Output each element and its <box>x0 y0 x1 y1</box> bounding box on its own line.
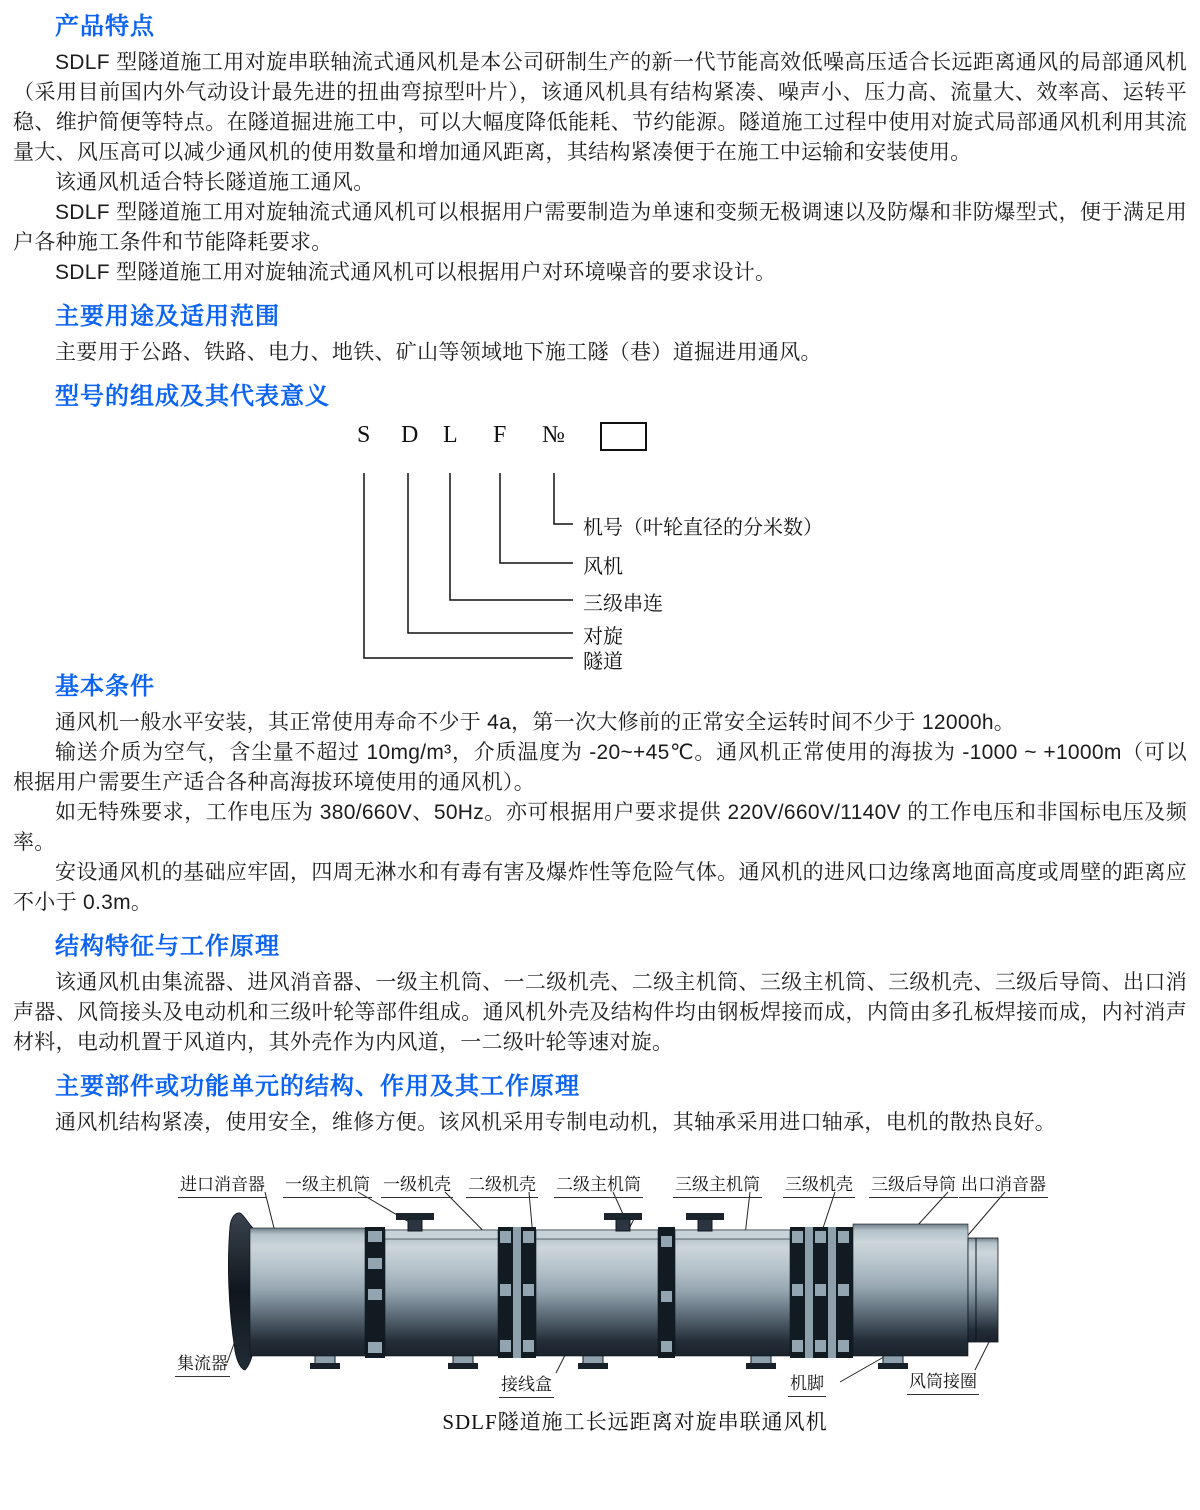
model-letter-l: L <box>443 422 458 448</box>
model-letter-f: F <box>493 422 507 448</box>
paragraph: 安设通风机的基础应牢固，四周无淋水和有毒有害及爆炸性等危险气体。通风机的进风口边缘离地面高度或周壁的距离应不小于 0.3m。 <box>13 861 1187 914</box>
model-label-tunnel: 隧道 <box>583 651 623 673</box>
paragraph: 该通风机适合特长隧道施工通风。 <box>55 171 375 194</box>
bell-mouth <box>228 1213 253 1370</box>
label-stage2-main-cylinder: 二级主机筒 <box>554 1170 643 1198</box>
heading-main-parts: 主要部件或功能单元的结构、作用及其工作原理 <box>55 1073 580 1100</box>
label-junction-box: 接线盒 <box>499 1370 554 1398</box>
label-stage1-casing: 一级机壳 <box>381 1170 453 1198</box>
heading-model-composition: 型号的组成及其代表意义 <box>55 383 330 410</box>
label-stage3-casing: 三级机壳 <box>783 1170 855 1198</box>
flange-ring-1 <box>365 1227 385 1358</box>
paragraph: 该通风机由集流器、进风消音器、一级主机筒、一二级机壳、二级主机筒、三级主机筒、三级机壳、三级后导筒、出口消声器、风筒接头及电动机和三级叶轮等部件组成。通风机外壳及结构件均由钢板焊接而成，内筒由多孔板焊接而成，内衬消声材料，电动机置于风道内，其外壳作为内风道，一二级叶轮等速对旋。 <box>13 971 1187 1054</box>
model-designation-diagram <box>13 418 1187 673</box>
fan-assembly-illustration <box>13 1156 1187 1461</box>
stage3-casing-rings <box>790 1227 853 1358</box>
paragraph: SDLF 型隧道施工用对旋轴流式通风机可以根据用户需要制造为单速和变频无极调速以及防爆和非防爆型式，便于满足用户各种施工条件和节能降耗要求。 <box>13 201 1187 254</box>
stage1-2-casing-rings <box>498 1227 536 1358</box>
label-stage3-main-cylinder: 三级主机筒 <box>673 1170 762 1198</box>
paragraph: 如无特殊要求，工作电压为 380/660V、50Hz。亦可根据用户要求提供 220V/660V/1140V 的工作电压和非国标电压及频率。 <box>13 801 1187 854</box>
label-outlet-silencer: 出口消音器 <box>959 1170 1048 1198</box>
inlet-silencer-cylinder <box>250 1228 365 1356</box>
label-inlet-silencer: 进口消音器 <box>178 1170 267 1198</box>
stage3-main-cylinder <box>675 1230 790 1356</box>
label-stage3-rear-guide: 三级后导筒 <box>869 1170 958 1198</box>
heading-structure-principle: 结构特征与工作原理 <box>55 933 280 960</box>
outlet-silencer-cylinder <box>853 1224 968 1356</box>
label-collector: 集流器 <box>175 1349 230 1377</box>
flange-ring-3 <box>658 1227 675 1358</box>
paragraph: SDLF 型隧道施工用对旋轴流式通风机可以根据用户对环境噪音的要求设计。 <box>55 261 777 284</box>
paragraph: SDLF 型隧道施工用对旋串联轴流式通风机是本公司研制生产的新一代节能高效低噪高压适合长远距离通风的局部通风机（采用目前国内外气动设计最先进的扭曲弯掠型叶片），该通风机具有结构紧凑、噪声小、压力高、流量大、效率高、运转平稳、维护简便等特点。在隧道掘进施工中，可以大幅度降低能耗、节约能源。隧道施工过程中使用对旋式局部通风机利用其流量大、风压高可以减少通风机的使用数量和增加通风距离，其结构紧凑便于在施工中运输和安装使用。 <box>13 51 1187 164</box>
model-number-box <box>600 422 647 451</box>
label-duct-ring: 风筒接圈 <box>907 1367 979 1395</box>
model-letter-d: D <box>401 422 419 448</box>
label-stage2-casing: 二级机壳 <box>466 1170 538 1198</box>
cylinder-top-bands <box>385 1230 790 1239</box>
label-stage1-main-cylinder: 一级主机筒 <box>283 1170 372 1198</box>
duct-connection-ring <box>968 1238 998 1342</box>
model-letter-s: S <box>357 422 371 448</box>
paragraph: 输送介质为空气，含尘量不超过 10mg/m³，介质温度为 -20~+45℃。通风机正常使用的海拔为 -1000 ~ +1000m（可以根据用户需要生产适合各种高海拔环境使用的通风机）。 <box>13 741 1187 794</box>
model-letter-no: № <box>542 422 565 448</box>
paragraph: 通风机结构紧凑，使用安全，维修方便。该风机采用专制电动机，其轴承采用进口轴承，电机的散热良好。 <box>55 1111 1057 1134</box>
fan-illustration-caption: SDLF隧道施工长远距离对旋串联通风机 <box>442 1410 828 1434</box>
model-label-three-stage-series: 三级串连 <box>583 593 663 615</box>
model-label-fan: 风机 <box>583 556 623 578</box>
paragraph: 主要用于公路、铁路、电力、地铁、矿山等领域地下施工隧（巷）道掘进用通风。 <box>55 341 822 364</box>
paragraph: 通风机一般水平安装，其正常使用寿命不少于 4a，第一次大修前的正常安全运转时间不少于 12000h。 <box>55 711 1016 734</box>
heading-basic-conditions: 基本条件 <box>55 673 155 700</box>
model-label-contra-rotating: 对旋 <box>583 626 623 648</box>
fan-body <box>228 1213 998 1370</box>
heading-product-features: 产品特点 <box>55 13 155 40</box>
label-machine-feet: 机脚 <box>788 1369 826 1397</box>
model-label-fan-number: 机号（叶轮直径的分米数） <box>583 517 823 539</box>
heading-main-usage: 主要用途及适用范围 <box>55 303 280 330</box>
stage2-main-cylinder <box>536 1230 658 1356</box>
stage1-main-cylinder <box>385 1230 498 1356</box>
